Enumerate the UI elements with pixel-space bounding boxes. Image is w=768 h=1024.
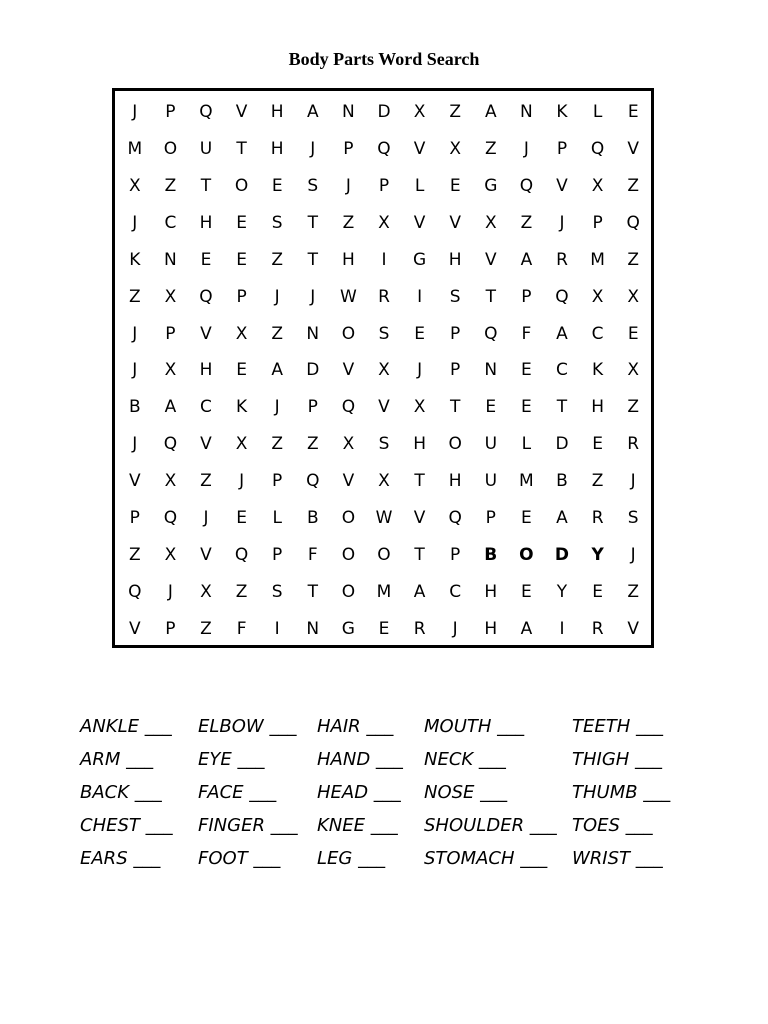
- grid-letter: J: [559, 212, 565, 233]
- grid-letter: B: [306, 508, 319, 529]
- grid-letter: E: [485, 397, 497, 418]
- word-list-item: KNEE ___: [317, 815, 398, 836]
- grid-letter: N: [164, 249, 177, 270]
- grid-letter: Z: [271, 434, 284, 455]
- grid-letter: F: [307, 545, 318, 566]
- grid-letter: H: [270, 101, 284, 122]
- grid-letter: K: [556, 101, 568, 122]
- grid-letter: J: [523, 138, 529, 159]
- grid-letter: T: [414, 471, 425, 492]
- grid-letter: I: [381, 249, 387, 270]
- grid-letter: X: [413, 397, 426, 418]
- grid-letter: O: [234, 175, 249, 196]
- grid-letter: S: [271, 212, 283, 233]
- grid-letter: O: [341, 582, 356, 603]
- grid-letter: Q: [555, 286, 569, 307]
- grid-letter: X: [378, 360, 390, 381]
- grid-letter: P: [556, 138, 568, 159]
- grid-letter: P: [129, 508, 140, 529]
- grid-letter: H: [448, 249, 462, 270]
- grid-letter: Q: [484, 323, 498, 344]
- grid-letter: W: [339, 286, 357, 307]
- grid-letter: E: [521, 360, 532, 381]
- word-list-item: EYE ___: [198, 749, 265, 770]
- grid-letter: N: [306, 323, 320, 344]
- grid-letter: M: [519, 471, 534, 492]
- grid-letter: U: [199, 138, 213, 159]
- grid-letter: O: [341, 508, 356, 529]
- grid-letter: J: [417, 360, 423, 381]
- grid-letter: P: [450, 360, 461, 381]
- grid-letter: E: [521, 508, 532, 529]
- grid-letter: Z: [235, 582, 248, 603]
- word-list-item: WRIST ___: [572, 848, 663, 869]
- grid-letter: E: [592, 582, 603, 603]
- word-list-item: FACE ___: [198, 782, 277, 803]
- grid-letter: L: [272, 508, 282, 529]
- grid-letter: I: [559, 619, 565, 640]
- grid-letter: V: [556, 175, 568, 196]
- grid-letter: P: [272, 545, 283, 566]
- grid-letter: T: [556, 397, 568, 418]
- grid-letter: Q: [448, 508, 462, 529]
- grid-letter: D: [555, 434, 569, 455]
- grid-letter: E: [592, 434, 603, 455]
- grid-letter: P: [450, 545, 461, 566]
- grid-letter: Z: [449, 101, 462, 122]
- grid-letter: X: [413, 101, 426, 122]
- word-list-item: TOES ___: [572, 815, 653, 836]
- grid-letter: H: [484, 582, 498, 603]
- word-list-item: CHEST ___: [80, 815, 173, 836]
- grid-letter: H: [413, 434, 426, 455]
- grid-letter: A: [556, 508, 568, 529]
- grid-letter: Q: [128, 582, 142, 603]
- grid-letter: C: [591, 323, 604, 344]
- word-search-grid: [117, 94, 651, 648]
- grid-letter: J: [274, 286, 280, 307]
- word-list-item: NECK ___: [424, 749, 506, 770]
- grid-letter: J: [203, 508, 209, 529]
- grid-letter: A: [164, 397, 177, 418]
- grid-letter: Q: [306, 471, 320, 492]
- grid-letter: X: [484, 212, 497, 233]
- grid-letter: N: [306, 619, 320, 640]
- grid-letter: X: [591, 175, 604, 196]
- grid-letter: Z: [627, 175, 640, 196]
- grid-letter: E: [414, 323, 425, 344]
- grid-letter: Z: [591, 471, 604, 492]
- word-list-row: [80, 776, 700, 809]
- grid-letter: P: [272, 471, 283, 492]
- page-title: Body Parts Word Search: [288, 49, 480, 69]
- word-list: [80, 710, 700, 880]
- grid-letter: Q: [626, 212, 640, 233]
- grid-letter: E: [521, 582, 532, 603]
- grid-letter: M: [376, 582, 392, 603]
- grid-letter: J: [239, 471, 245, 492]
- grid-letter: J: [274, 397, 280, 418]
- grid-letter: X: [627, 286, 640, 307]
- grid-letter: P: [592, 212, 603, 233]
- grid-letter: X: [164, 286, 177, 307]
- grid-letter: R: [556, 249, 568, 270]
- grid-letter: Z: [271, 323, 284, 344]
- grid-letter: V: [449, 212, 461, 233]
- grid-letter: A: [520, 619, 533, 640]
- grid-letter: P: [485, 508, 496, 529]
- grid-letter: Z: [128, 545, 141, 566]
- word-list-item: MOUTH ___: [424, 716, 525, 737]
- grid-letter: R: [378, 286, 390, 307]
- grid-letter: A: [413, 582, 426, 603]
- word-list-item: THUMB ___: [572, 782, 671, 803]
- grid-letter: Q: [234, 545, 249, 566]
- grid-letter: X: [164, 360, 177, 381]
- grid-letter: T: [449, 397, 461, 418]
- grid-letter: V: [342, 360, 355, 381]
- grid-letter: S: [307, 175, 319, 196]
- grid-letter: V: [413, 212, 426, 233]
- grid-letter: U: [484, 471, 498, 492]
- grid-letter: A: [484, 101, 497, 122]
- grid-letter: X: [128, 175, 141, 196]
- grid-letter: X: [164, 471, 177, 492]
- grid-letter: G: [413, 249, 427, 270]
- word-list-item: FINGER ___: [198, 815, 298, 836]
- grid-letter: J: [132, 212, 138, 233]
- word-list-item: SHOULDER ___: [424, 815, 557, 836]
- grid-letter: M: [127, 138, 143, 159]
- grid-letter: Z: [128, 286, 141, 307]
- grid-letter: Q: [163, 434, 178, 455]
- grid-letter: O: [377, 545, 391, 566]
- grid-letter: D: [377, 101, 391, 122]
- grid-letter: Z: [627, 582, 640, 603]
- grid-letter: V: [627, 619, 639, 640]
- grid-letter: Q: [590, 138, 605, 159]
- grid-letter: J: [310, 286, 316, 307]
- grid-letter: A: [271, 360, 283, 381]
- grid-letter: T: [307, 249, 318, 270]
- grid-letter: E: [236, 360, 247, 381]
- grid-letter: P: [165, 323, 176, 344]
- grid-letter: J: [345, 175, 351, 196]
- grid-letter: I: [417, 286, 423, 307]
- grid-letter: D: [554, 545, 570, 566]
- grid-letter: X: [378, 471, 390, 492]
- grid-letter: Z: [627, 249, 640, 270]
- grid-letter: R: [591, 508, 604, 529]
- grid-letter: V: [200, 545, 212, 566]
- grid-letter: S: [378, 323, 390, 344]
- grid-letter: P: [450, 323, 461, 344]
- grid-letter: Z: [306, 434, 319, 455]
- grid-letter: G: [484, 175, 498, 196]
- grid-letter: S: [271, 582, 283, 603]
- word-list-item: NOSE ___: [424, 782, 508, 803]
- grid-letter: N: [484, 360, 498, 381]
- grid-letter: H: [341, 249, 355, 270]
- grid-letter: J: [630, 545, 636, 566]
- grid-letter: Q: [377, 138, 391, 159]
- grid-letter: G: [341, 619, 355, 640]
- grid-letter: S: [449, 286, 461, 307]
- grid-letter: P: [378, 175, 390, 196]
- grid-letter: K: [236, 397, 248, 418]
- grid-letter: E: [236, 212, 247, 233]
- grid-letter: H: [484, 619, 498, 640]
- word-list-item: LEG ___: [317, 848, 386, 869]
- grid-letter: Z: [484, 138, 497, 159]
- grid-letter: B: [484, 545, 498, 566]
- grid-letter: V: [200, 323, 212, 344]
- grid-letter: O: [519, 545, 534, 566]
- word-list-row: [80, 809, 700, 842]
- grid-letter: I: [274, 619, 280, 640]
- grid-letter: P: [236, 286, 247, 307]
- grid-letter: E: [271, 175, 283, 196]
- grid-letter: E: [236, 249, 247, 270]
- grid-letter: P: [521, 286, 532, 307]
- grid-letter: J: [132, 360, 138, 381]
- grid-letter: E: [627, 101, 639, 122]
- grid-letter: S: [378, 434, 390, 455]
- grid-letter: T: [236, 138, 247, 159]
- grid-letter: A: [306, 101, 319, 122]
- grid-letter: P: [165, 101, 176, 122]
- grid-letter: K: [592, 360, 604, 381]
- grid-letter: Q: [341, 397, 356, 418]
- grid-letter: R: [413, 619, 426, 640]
- grid-letter: H: [199, 360, 213, 381]
- grid-letter: C: [164, 212, 177, 233]
- word-list-item: HAIR ___: [317, 716, 394, 737]
- grid-letter: Q: [199, 286, 213, 307]
- grid-letter: H: [448, 471, 462, 492]
- grid-letter: R: [627, 434, 640, 455]
- word-list-item: FOOT ___: [198, 848, 281, 869]
- grid-letter: W: [375, 508, 393, 529]
- grid-letter: T: [307, 582, 318, 603]
- grid-letter: V: [413, 138, 426, 159]
- grid-letter: X: [378, 212, 390, 233]
- grid-letter: O: [341, 545, 356, 566]
- grid-letter: Z: [520, 212, 533, 233]
- grid-letter: A: [556, 323, 568, 344]
- grid-letter: X: [235, 434, 248, 455]
- grid-letter: E: [236, 508, 247, 529]
- grid-letter: V: [627, 138, 639, 159]
- word-list-item: ANKLE ___: [80, 716, 172, 737]
- grid-letter: E: [627, 323, 639, 344]
- grid-letter: V: [128, 471, 141, 492]
- word-list-item: HEAD ___: [317, 782, 401, 803]
- grid-letter: U: [484, 434, 498, 455]
- grid-letter: N: [520, 101, 533, 122]
- grid-letter: O: [163, 138, 178, 159]
- grid-letter: T: [307, 212, 318, 233]
- grid-letter: C: [449, 582, 462, 603]
- word-list-row: [80, 842, 700, 875]
- grid-letter: O: [448, 434, 462, 455]
- grid-letter: H: [591, 397, 604, 418]
- grid-letter: T: [485, 286, 496, 307]
- grid-letter: O: [341, 323, 356, 344]
- grid-letter: J: [132, 434, 138, 455]
- grid-letter: M: [590, 249, 605, 270]
- grid-letter: X: [200, 582, 212, 603]
- grid-letter: X: [627, 360, 640, 381]
- word-list-item: BACK ___: [80, 782, 162, 803]
- grid-letter: E: [449, 175, 461, 196]
- grid-letter: J: [132, 101, 138, 122]
- grid-letter: Q: [519, 175, 534, 196]
- grid-letter: R: [591, 619, 604, 640]
- grid-letter: L: [521, 434, 532, 455]
- grid-letter: P: [307, 397, 318, 418]
- grid-letter: E: [521, 397, 532, 418]
- word-list-item: TEETH ___: [572, 716, 663, 737]
- grid-letter: X: [164, 545, 177, 566]
- grid-letter: T: [414, 545, 425, 566]
- grid-letter: L: [592, 101, 603, 122]
- grid-letter: T: [200, 175, 212, 196]
- grid-letter: X: [342, 434, 355, 455]
- grid-letter: P: [343, 138, 354, 159]
- word-list-row: [80, 710, 700, 743]
- grid-letter: L: [414, 175, 425, 196]
- grid-letter: S: [627, 508, 639, 529]
- grid-letter: H: [270, 138, 284, 159]
- grid-letter: J: [167, 582, 173, 603]
- grid-letter: Q: [199, 101, 213, 122]
- grid-letter: Z: [200, 471, 212, 492]
- grid-letter: F: [236, 619, 247, 640]
- grid-letter: Y: [556, 582, 568, 603]
- grid-letter: C: [200, 397, 212, 418]
- word-list-item: EARS ___: [80, 848, 161, 869]
- grid-letter: V: [413, 508, 426, 529]
- word-list-row: [80, 743, 700, 776]
- word-list-item: ARM ___: [80, 749, 154, 770]
- grid-letter: Z: [627, 397, 640, 418]
- grid-letter: E: [200, 249, 212, 270]
- word-search-grid-frame: [112, 88, 654, 648]
- grid-letter: Z: [271, 249, 284, 270]
- grid-letter: A: [520, 249, 533, 270]
- grid-letter: P: [165, 619, 176, 640]
- word-list-item: HAND ___: [317, 749, 403, 770]
- grid-letter: Z: [164, 175, 177, 196]
- grid-letter: V: [342, 471, 355, 492]
- grid-letter: J: [630, 471, 636, 492]
- grid-letter: Z: [200, 619, 212, 640]
- grid-letter: V: [378, 397, 390, 418]
- grid-letter: B: [128, 397, 141, 418]
- grid-letter: X: [449, 138, 462, 159]
- grid-letter: X: [591, 286, 604, 307]
- word-list-item: THIGH ___: [572, 749, 663, 770]
- grid-letter: J: [310, 138, 316, 159]
- grid-letter: V: [484, 249, 497, 270]
- grid-letter: D: [306, 360, 320, 381]
- grid-letter: X: [235, 323, 248, 344]
- grid-letter: B: [556, 471, 568, 492]
- grid-letter: C: [556, 360, 568, 381]
- grid-letter: E: [378, 619, 390, 640]
- grid-letter: Q: [163, 508, 178, 529]
- grid-letter: J: [132, 323, 138, 344]
- grid-letter: Z: [342, 212, 355, 233]
- word-list-item: STOMACH ___: [424, 848, 548, 869]
- grid-letter: F: [521, 323, 532, 344]
- grid-letter: K: [129, 249, 141, 270]
- grid-letter: N: [342, 101, 355, 122]
- grid-letter: V: [235, 101, 248, 122]
- word-list-item: ELBOW ___: [198, 716, 297, 737]
- grid-letter: J: [452, 619, 458, 640]
- grid-letter: H: [199, 212, 213, 233]
- grid-letter: V: [200, 434, 212, 455]
- grid-letter: Y: [591, 545, 604, 566]
- grid-letter: V: [128, 619, 141, 640]
